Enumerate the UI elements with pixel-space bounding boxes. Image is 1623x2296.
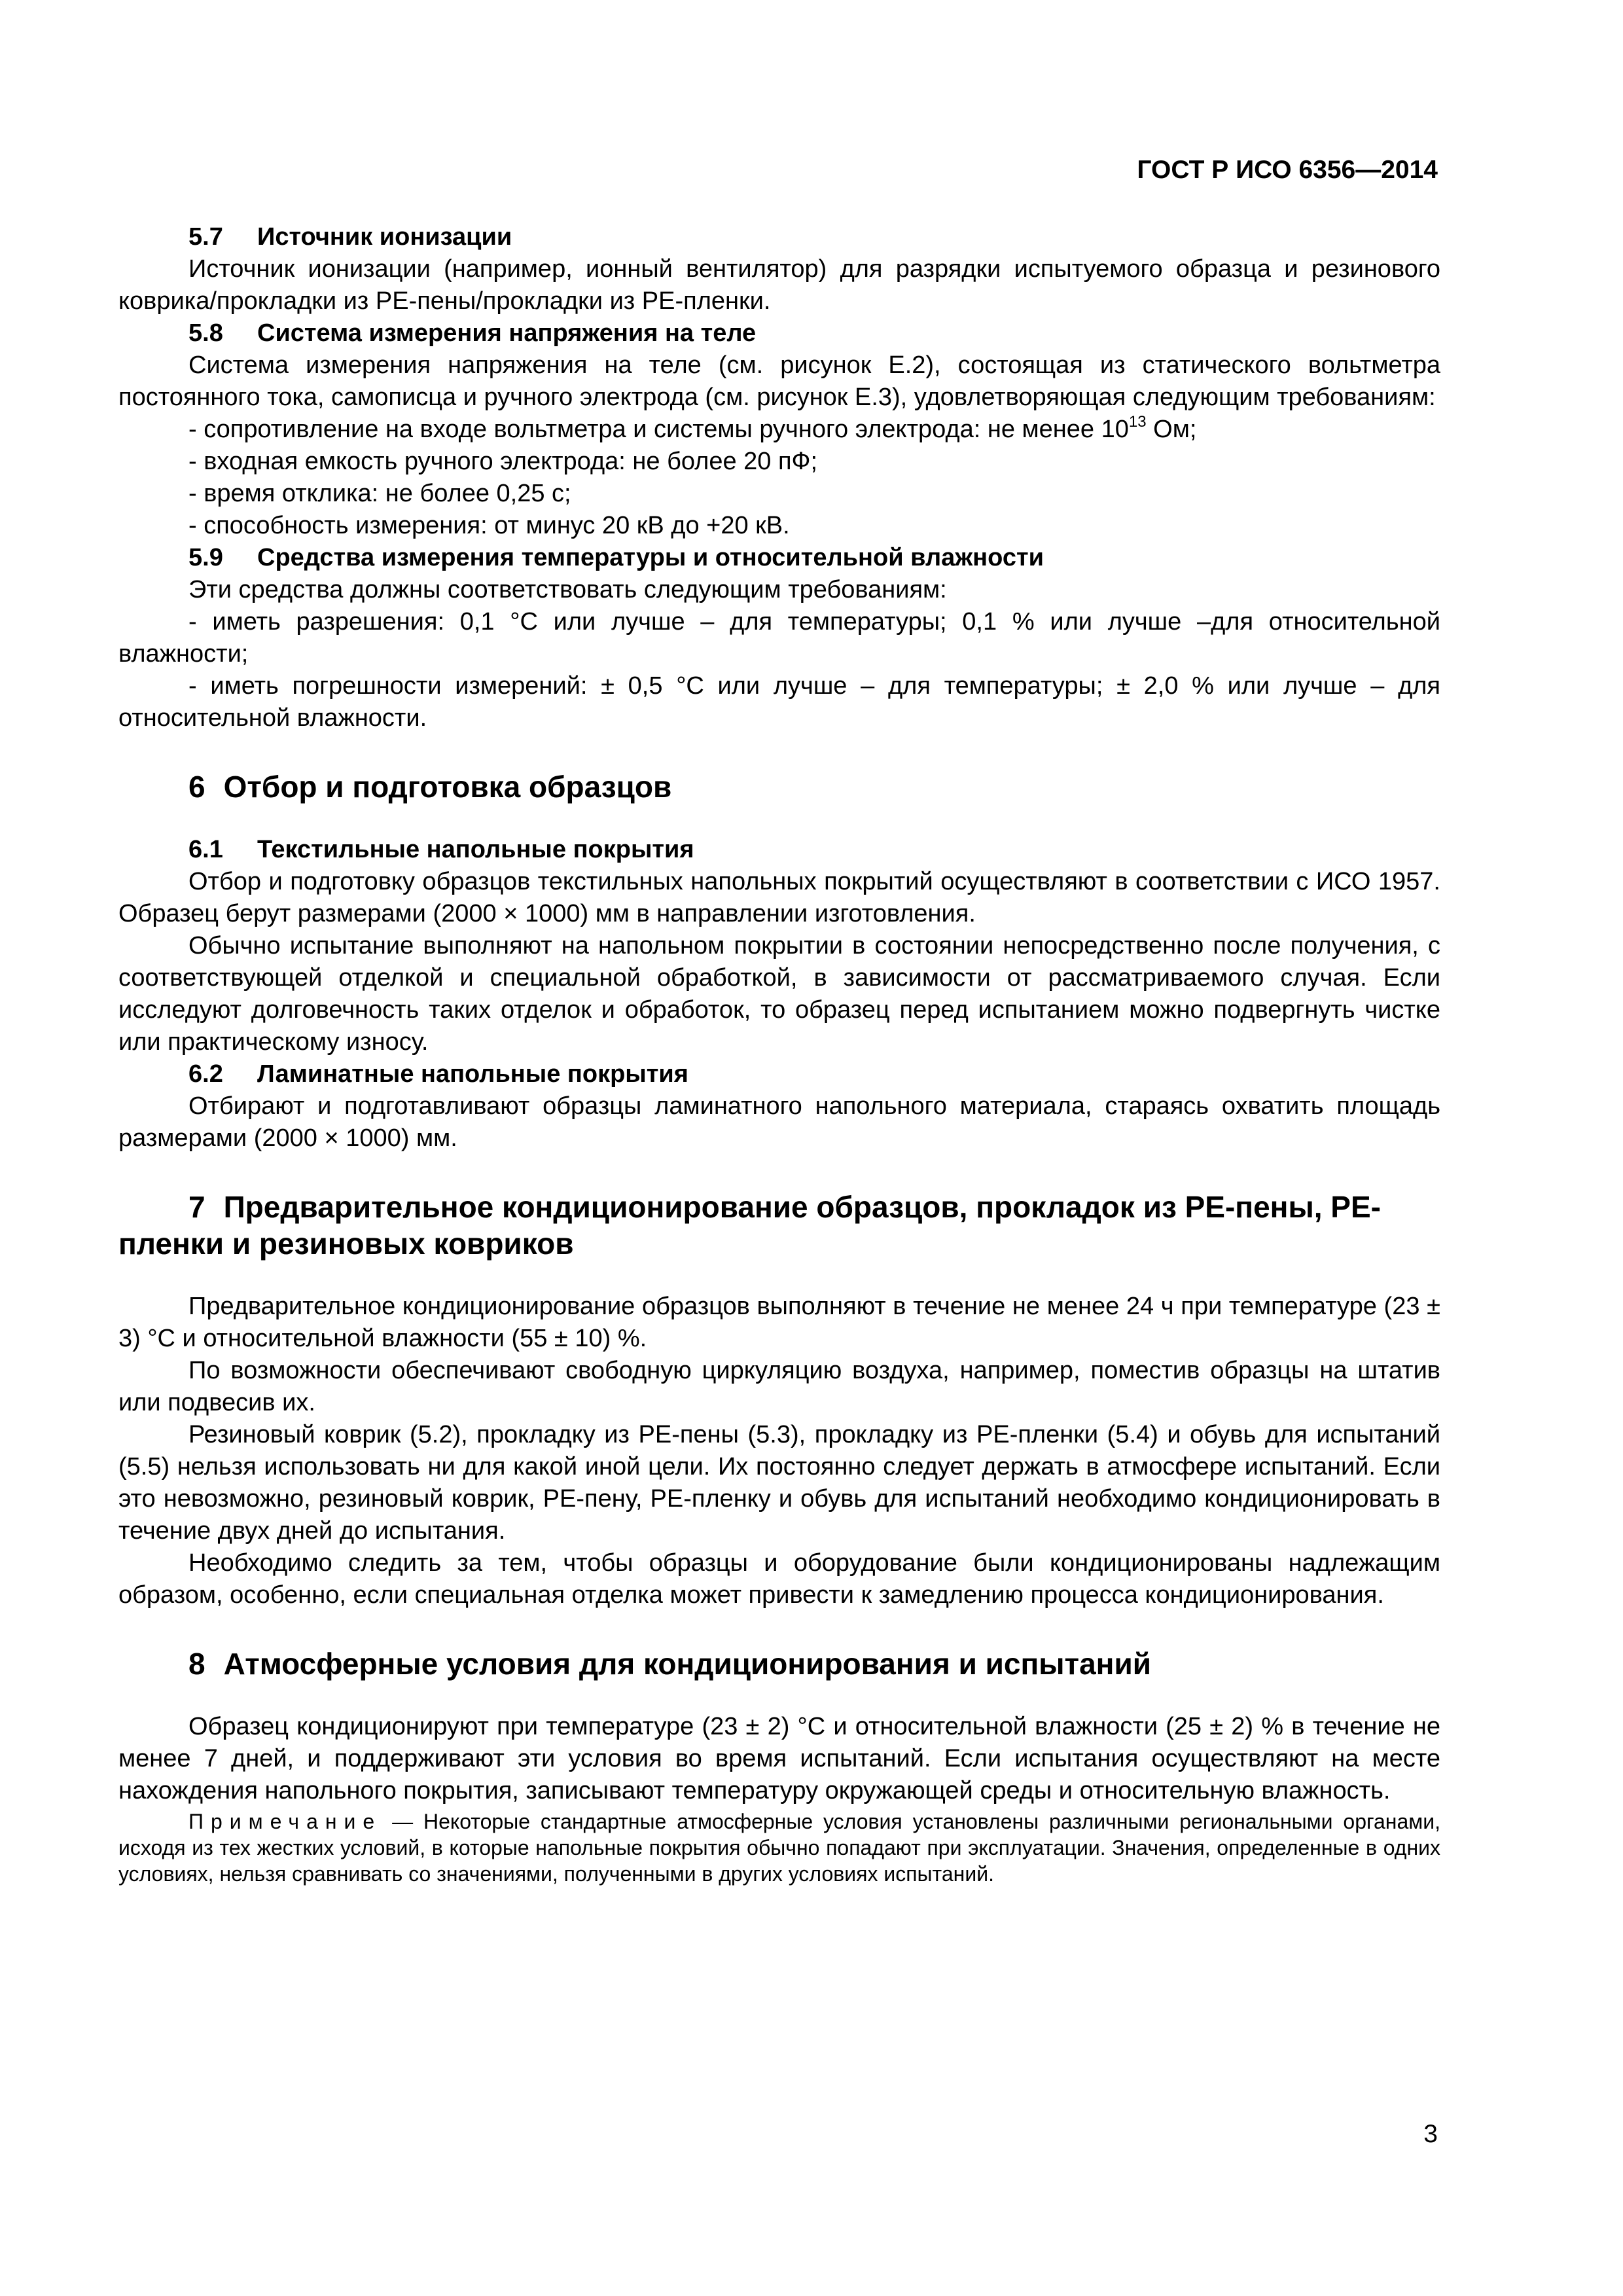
- requirement-item: - входная емкость ручного электрода: не более 20 пФ;: [188, 448, 818, 475]
- subsection-title: Система измерения напряжения на теле: [257, 319, 757, 347]
- paragraph: Необходимо следить за тем, чтобы образцы и оборудование были кондиционированы надлежащим образом, особенно, если специальная отделка может привести к замедлению процесса кондиционирования.: [118, 1549, 1440, 1609]
- paragraph: Источник ионизации (например, ионный вентилятор) для разрядки испытуемого образца и резинового коврика/прокладки из PE-пены/прокладки из PE-пленки.: [118, 255, 1440, 315]
- paragraph: Обычно испытание выполняют на напольном покрытии в состоянии непосредственно после получения, с соответствующей отделкой и специальной обработкой, в зависимости от рассматриваемого случая. Если исследуют долговечность таких отделок и обработок, то образец перед испытанием можно подвергнуть чистке или практическому износу.: [118, 932, 1440, 1056]
- section-number: 6: [188, 770, 205, 804]
- exponent: 13: [1128, 413, 1147, 431]
- subsection-5-8-heading: [118, 317, 1440, 350]
- paragraph: Предварительное кондиционирование образцов выполняют в течение не менее 24 ч при температуре (23 ± 3) °С и относительной влажности (55 ± 10) %.: [118, 1293, 1440, 1352]
- subsection-number: 6.1: [188, 836, 223, 863]
- section-title: Атмосферные условия для кондиционирования и испытаний: [223, 1647, 1152, 1681]
- note: [118, 1808, 1440, 1887]
- subsection-6-1-heading: [118, 834, 1440, 866]
- subsection-number: 5.9: [188, 544, 223, 571]
- page-number: 3: [1423, 2120, 1438, 2148]
- section-title: Отбор и подготовка образцов: [223, 770, 672, 804]
- requirement-item: [118, 414, 1440, 446]
- subsection-5-9-heading: [118, 542, 1440, 574]
- paragraph: По возможности обеспечивают свободную циркуляцию воздуха, например, поместив образцы на штатив или подвесив их.: [118, 1357, 1440, 1416]
- subsection-number: 6.2: [188, 1060, 223, 1088]
- paragraph: Система измерения напряжения на теле (см. рисунок Е.2), состоящая из статического вольтметра постоянного тока, самописца и ручного электрода (см. рисунок Е.3), удовлетворяющая следующим требованиям:: [118, 351, 1440, 411]
- section-7-heading: [118, 1189, 1440, 1262]
- section-8-heading: [118, 1645, 1440, 1682]
- requirement-item: - иметь погрешности измерений: ± 0,5 °С или лучше – для температуры; ± 2,0 % или лучше – для относительной влажности.: [118, 672, 1440, 732]
- requirement-unit: Ом;: [1146, 416, 1197, 443]
- note-text: — Некоторые стандартные атмосферные условия установлены различными региональными органами, исходя из тех жестких условий, в которые напольные покрытия обычно попадают при эксплуатации. Значения, определенные в одних условиях, нельзя сравнивать со значениями, полученными в других условиях испытаний.: [118, 1810, 1440, 1886]
- paragraph: Отбор и подготовку образцов текстильных напольных покрытий осуществляют в соответствии с ИСО 1957. Образец берут размерами (2000 × 1000) мм в направлении изготовления.: [118, 868, 1440, 927]
- requirement-text: - сопротивление на входе вольтметра и системы ручного электрода: не менее 10: [188, 416, 1129, 443]
- subsection-5-7-heading: [118, 221, 1440, 253]
- subsection-number: 5.8: [188, 319, 223, 347]
- page-body: [118, 221, 1440, 1887]
- requirement-item: - иметь разрешения: 0,1 °С или лучше – для температуры; 0,1 % или лучше –для относительной влажности;: [118, 608, 1440, 668]
- subsection-number: 5.7: [188, 223, 223, 251]
- subsection-title: Средства измерения температуры и относительной влажности: [257, 544, 1044, 571]
- paragraph: Отбирают и подготавливают образцы ламинатного напольного материала, стараясь охватить площадь размерами (2000 × 1000) мм.: [118, 1092, 1440, 1152]
- section-number: 7: [188, 1190, 205, 1224]
- section-number: 8: [188, 1647, 205, 1681]
- subsection-title: Источник ионизации: [257, 223, 512, 251]
- requirement-item: - способность измерения: от минус 20 кВ до +20 кВ.: [188, 512, 790, 539]
- subsection-title: Ламинатные напольные покрытия: [257, 1060, 688, 1088]
- section-title: Предварительное кондиционирование образцов, прокладок из PE-пены, PE-пленки и резиновых ковриков: [118, 1190, 1381, 1261]
- paragraph: Эти средства должны соответствовать следующим требованиям:: [188, 576, 947, 603]
- subsection-title: Текстильные напольные покрытия: [257, 836, 694, 863]
- document-code: ГОСТ Р ИСО 6356—2014: [1137, 156, 1438, 184]
- subsection-6-2-heading: [118, 1058, 1440, 1090]
- note-label: Примечание: [188, 1810, 382, 1833]
- paragraph: Образец кондиционируют при температуре (23 ± 2) °С и относительной влажности (25 ± 2) % в течение не менее 7 дней, и поддерживают эти условия во время испытаний. Если испытания осуществляют на месте нахождения напольного покрытия, записывают температуру окружающей среды и относительную влажность.: [118, 1713, 1440, 1804]
- paragraph: Резиновый коврик (5.2), прокладку из PE-пены (5.3), прокладку из PE-пленки (5.4) и обувь для испытаний (5.5) нельзя использовать ни для какой иной цели. Их постоянно следует держать в атмосфере испытаний. Если это невозможно, резиновый коврик, PE-пену, PE-пленку и обувь для испытаний необходимо кондиционировать в течение двух дней до испытания.: [118, 1421, 1440, 1545]
- section-6-heading: [118, 768, 1440, 805]
- requirement-item: - время отклика: не более 0,25 с;: [188, 480, 571, 507]
